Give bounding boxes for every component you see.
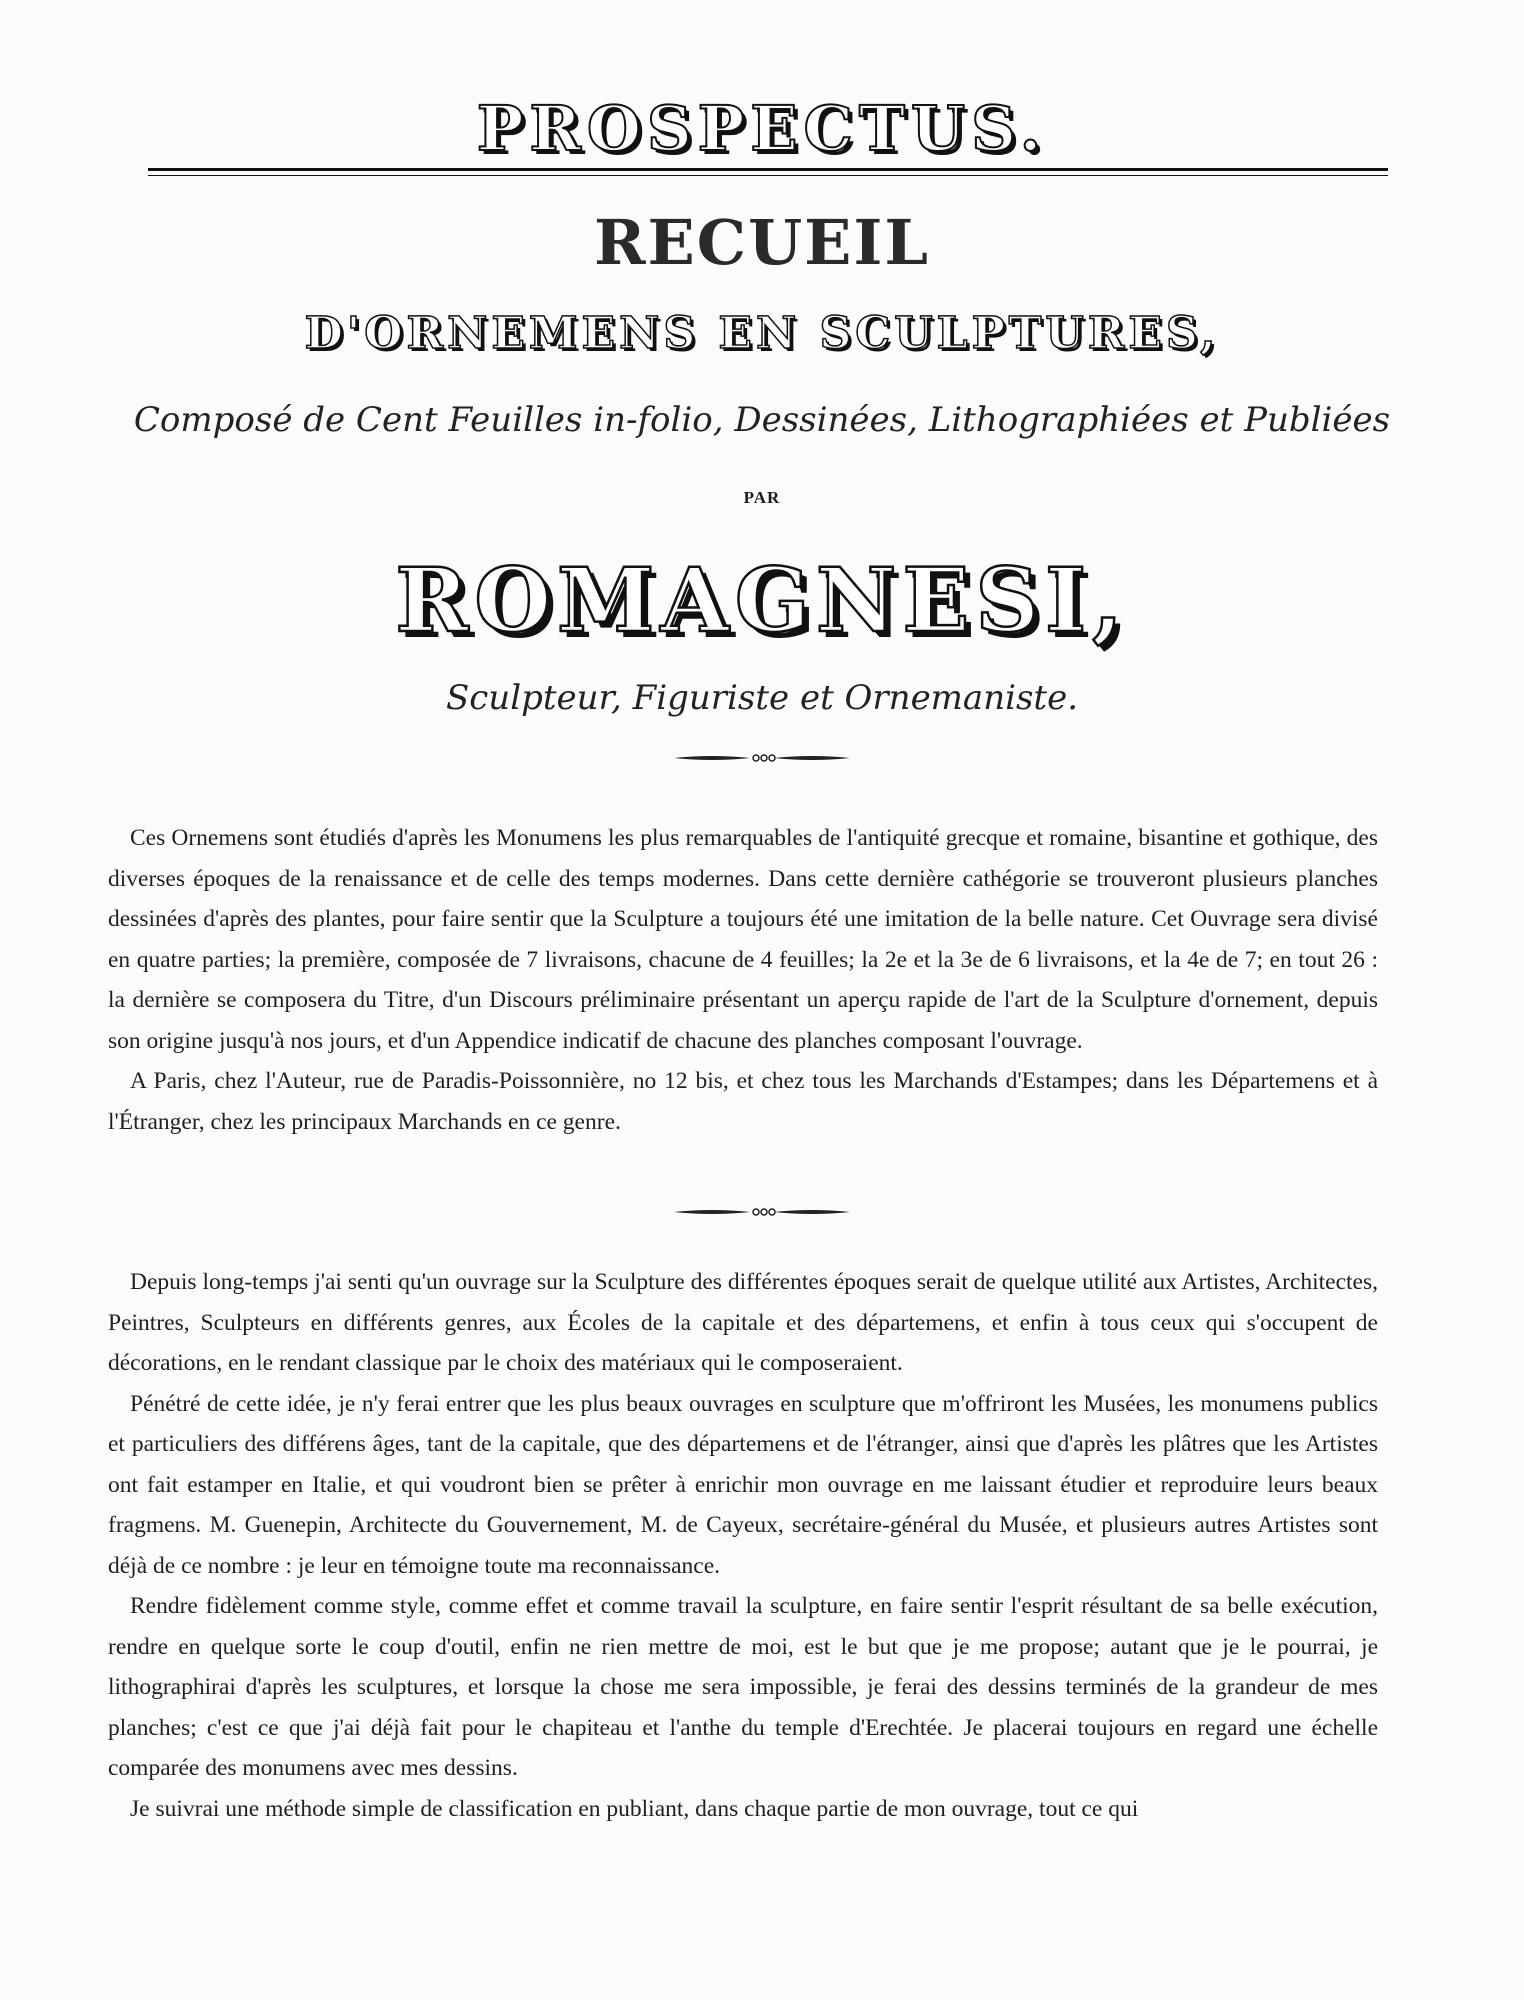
- paragraph: Depuis long-temps j'ai senti qu'un ouvrage sur la Sculpture des différentes époques serait de quelque utilité aux Artistes, Architectes, Peintres, Sculpteurs en différents genres, aux Écoles de la capitale et des départemens, et enfin à tous ceux qui s'occupent de décorations, en le rendant classique par le choix des matériaux qui le composeraient.: [108, 1269, 1378, 1376]
- ornament-divider: [0, 748, 1524, 773]
- work-subtitle: D'ORNEMENS EN SCULPTURES,: [304, 308, 1220, 359]
- author-role: Sculpteur, Figuriste et Ornemaniste.: [445, 678, 1079, 718]
- paragraph: A Paris, chez l'Auteur, rue de Paradis-Poissonnière, no 12 bis, et chez tous les Marchands d'Estampes; dans les Départemens et à l'Étranger, chez les principaux Marchands en ce genre.: [108, 1068, 1378, 1135]
- author-statement-section: [108, 1262, 1378, 1829]
- announcement-section: [108, 818, 1378, 1142]
- header-rule-heavy: [148, 168, 1388, 171]
- flourish-icon: [672, 1202, 852, 1222]
- paragraph: Pénétré de cette idée, je n'y ferai entrer que les plus beaux ouvrages en sculpture que m'offriront les Musées, les monumens publics et particuliers des différens âges, tant de la capitale, que des départemens et de l'étranger, ainsi que d'après les plâtres que les Artistes ont fait estamper en Italie, et qui voudront bien se prêter à enrichir mon ouvrage en me laissant étudier et reproduire leurs beaux fragmens. M. Guenepin, Architecte du Gouvernement, M. de Cayeux, secrétaire-général du Musée, et plusieurs autres Artistes sont déjà de ce nombre : je leur en témoigne toute ma reconnaissance.: [108, 1390, 1378, 1579]
- composition-line: Composé de Cent Feuilles in-folio, Dessinées, Lithographiées et Publiées: [133, 400, 1391, 440]
- flourish-icon: [672, 748, 852, 768]
- work-title: RECUEIL: [593, 206, 931, 279]
- header-rule-thin: [148, 175, 1388, 176]
- paragraph: Je suivrai une méthode simple de classification en publiant, dans chaque partie de mon ouvrage, tout ce qui: [130, 1795, 1139, 1822]
- paragraph: Rendre fidèlement comme style, comme effet et comme travail la sculpture, en faire sentir l'esprit résultant de sa belle exécution, rendre en quelque sorte le coup d'outil, enfin ne rien mettre de moi, est le but que je me propose; autant que je le pourrai, je lithographirai d'après les sculptures, et lorsque la chose me sera impossible, je ferai des dessins terminés de la grandeur de mes planches; c'est ce que j'ai déjà fait pour le chapiteau et l'anthe du temple d'Erechtée. Je placerai toujours en regard une échelle comparée des monumens avec mes dessins.: [108, 1593, 1378, 1781]
- ornament-divider: [0, 1202, 1524, 1227]
- par-label: PAR: [743, 488, 781, 507]
- author-name: ROMAGNESI,: [395, 548, 1129, 652]
- paragraph: Ces Ornemens sont étudiés d'après les Monumens les plus remarquables de l'antiquité grecque et romaine, bisantine et gothique, des diverses époques de la renaissance et de celle des temps modernes. Dans cette dernière cathégorie se trouveront plusieurs planches dessinées d'après des plantes, pour faire sentir que la Sculpture a toujours été une imitation de la belle nature. Cet Ouvrage sera divisé en quatre parties; la première, composée de 7 livraisons, chacune de 4 feuilles; la 2e et la 3e de 6 livraisons, et la 4e de 7; en tout 26 : la dernière se composera du Titre, d'un Discours préliminaire présentant un aperçu rapide de l'art de la Sculpture d'ornement, depuis son origine jusqu'à nos jours, et d'un Appendice indicatif de chacune des planches composant l'ouvrage.: [108, 825, 1378, 1054]
- prospectus-heading: PROSPECTUS.: [476, 92, 1048, 165]
